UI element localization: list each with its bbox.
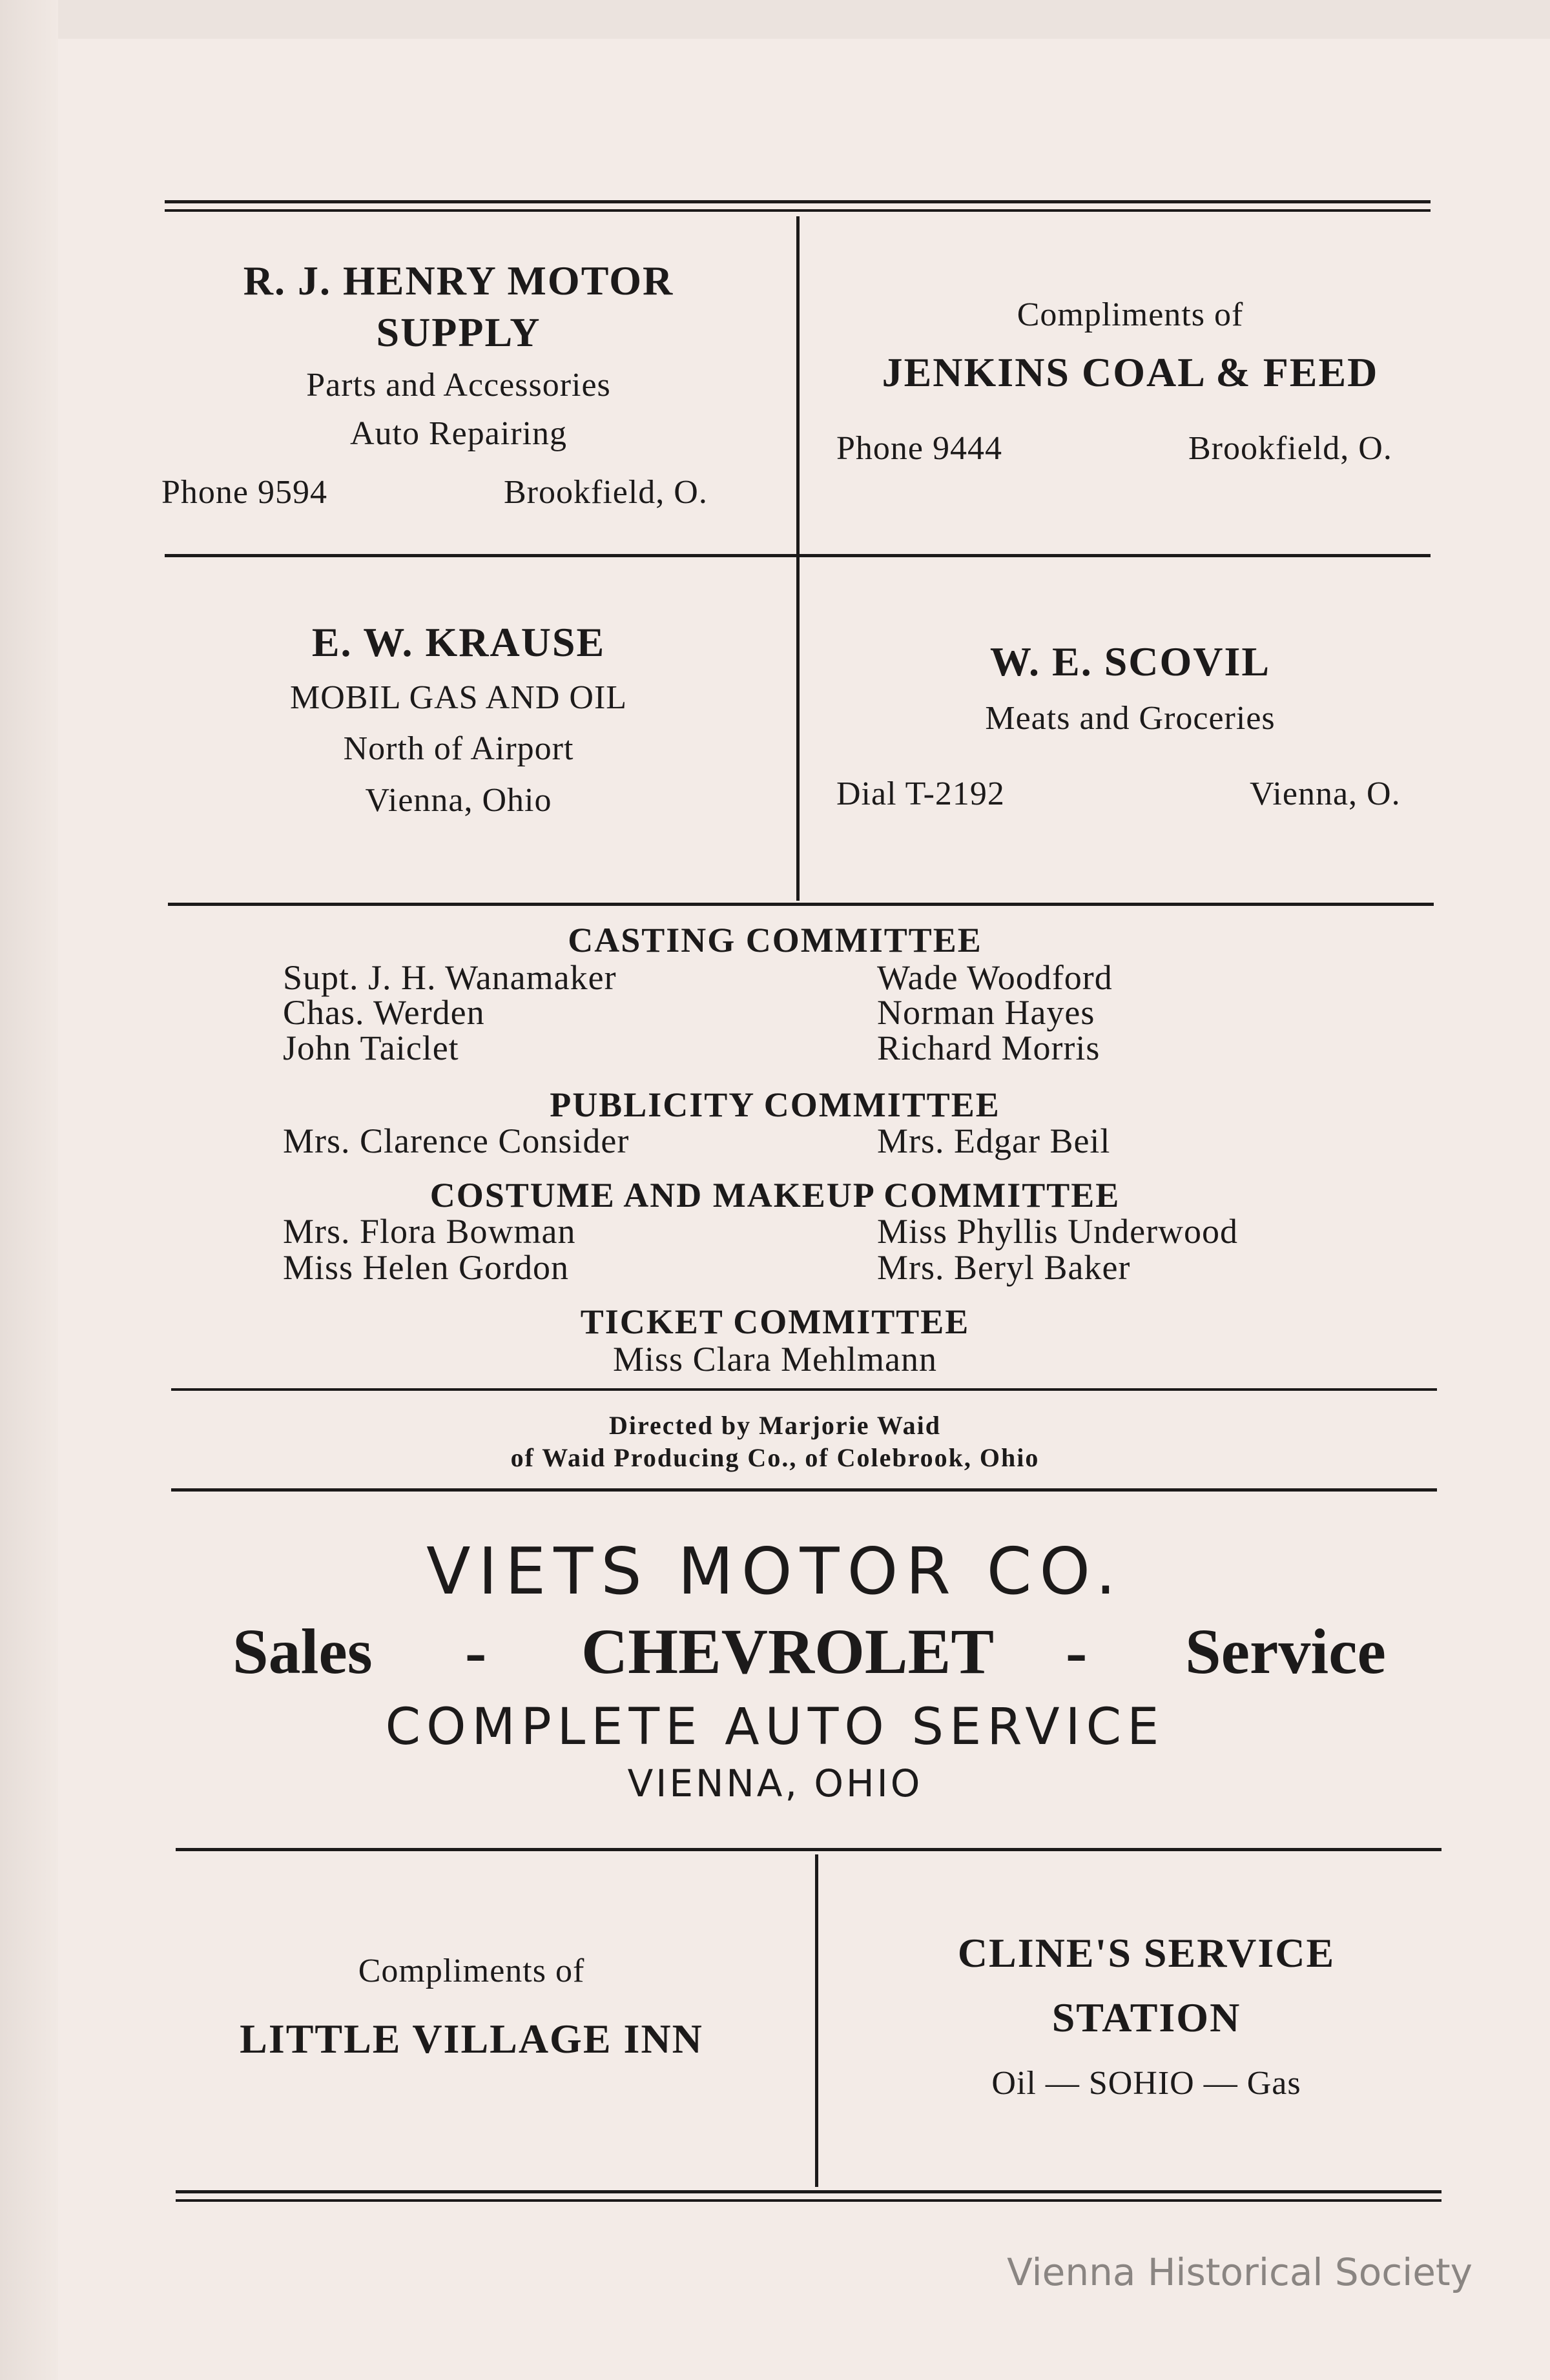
ad-krause-line-1: MOBIL GAS AND OIL xyxy=(289,679,628,716)
middle-rule-2 xyxy=(168,903,1434,906)
top-double-rule-b xyxy=(165,209,1431,212)
viets-dash-1: - xyxy=(465,1616,487,1687)
committee-bottom-rule xyxy=(171,1388,1437,1391)
ad-scovil-title: W. E. SCOVIL xyxy=(989,639,1271,684)
viets-tagline-wrap xyxy=(0,1698,1550,1756)
top-vertical-divider xyxy=(796,216,800,901)
costume-left-2: Miss Helen Gordon xyxy=(283,1248,569,1287)
ad-jenkins-city: Brookfield, O. xyxy=(1188,430,1392,467)
casting-committee-heading: CASTING COMMITTEE xyxy=(568,921,982,959)
ad-henry-phone: Phone 9594 xyxy=(161,474,327,511)
casting-left-2: Chas. Werden xyxy=(283,993,485,1032)
viets-brand: CHEVROLET xyxy=(581,1616,995,1687)
viets-service: Service xyxy=(1185,1616,1386,1687)
ad-clines-service xyxy=(846,1927,1447,2108)
ad-jenkins-title: JENKINS COAL & FEED xyxy=(882,349,1379,396)
ad-henry-city: Brookfield, O. xyxy=(504,474,708,511)
viets-dash-2: - xyxy=(1066,1616,1088,1687)
ad-henry-line-1: Parts and Accessories xyxy=(306,367,611,404)
ticket-name: Miss Clara Mehlmann xyxy=(613,1340,937,1379)
casting-right-1: Wade Woodford xyxy=(877,958,1113,997)
viets-top-rule xyxy=(171,1488,1437,1492)
ad-henry-title-1: R. J. HENRY MOTOR xyxy=(243,258,674,303)
bottom-double-rule-a xyxy=(176,2190,1442,2193)
ad-cline-line: Oil — SOHIO — Gas xyxy=(991,2065,1301,2102)
viets-bottom-rule xyxy=(176,1848,1442,1851)
director-credit xyxy=(0,1410,1550,1474)
ad-jenkins-pre: Compliments of xyxy=(1017,296,1244,333)
viets-city: VIENNA, OHIO xyxy=(627,1761,923,1805)
costume-committee-heading: COSTUME AND MAKEUP COMMITTEE xyxy=(429,1176,1121,1215)
ad-henry-title-2: SUPPLY xyxy=(376,309,541,355)
publicity-committee-heading: PUBLICITY COMMITTEE xyxy=(550,1085,1000,1124)
ad-jenkins-phone: Phone 9444 xyxy=(836,430,1002,467)
ad-cline-title-1: CLINE'S SERVICE xyxy=(957,1930,1336,1976)
ad-henry-line-2: Auto Repairing xyxy=(349,415,568,453)
ad-scovil-line-1: Meats and Groceries xyxy=(985,700,1276,737)
ad-krause-line-3: Vienna, Ohio xyxy=(365,781,552,819)
director-line-2: of Waid Producing Co., of Colebrook, Ohio xyxy=(510,1443,1040,1472)
ad-krause-line-2: North of Airport xyxy=(343,730,574,768)
ad-scovil-city: Vienna, O. xyxy=(1250,775,1401,812)
director-line-1: Directed by Marjorie Waid xyxy=(609,1411,941,1440)
casting-right-2: Norman Hayes xyxy=(877,993,1095,1032)
ad-scovil-phone: Dial T-2192 xyxy=(836,775,1005,812)
casting-right-3: Richard Morris xyxy=(877,1029,1100,1067)
viets-name xyxy=(0,1534,1550,1609)
top-double-rule-a xyxy=(165,200,1431,203)
viets-city-wrap xyxy=(0,1761,1550,1805)
ad-cline-title-2: STATION xyxy=(1051,1995,1241,2040)
ad-jenkins xyxy=(827,291,1434,398)
costume-right-1: Miss Phyllis Underwood xyxy=(877,1212,1239,1251)
middle-rule-1 xyxy=(165,554,1431,557)
bottom-double-rule-b xyxy=(176,2199,1442,2202)
watermark-vienna-historical-society: Vienna Historical Society xyxy=(1007,2250,1472,2294)
ad-krause-title: E. W. KRAUSE xyxy=(311,619,606,665)
page-top-edge xyxy=(0,0,1550,39)
publicity-right-1: Mrs. Edgar Beil xyxy=(877,1122,1111,1160)
ad-inn-pre: Compliments of xyxy=(358,1953,585,1989)
ad-krause xyxy=(161,617,756,825)
publicity-left-1: Mrs. Clarence Consider xyxy=(283,1122,630,1160)
viets-sales: Sales xyxy=(232,1616,373,1687)
costume-left-1: Mrs. Flora Bowman xyxy=(283,1212,576,1251)
costume-right-2: Mrs. Beryl Baker xyxy=(877,1248,1131,1287)
ad-henry-motor xyxy=(161,255,756,458)
viets-company-name: VIETS MOTOR CO. xyxy=(426,1534,1124,1609)
ad-little-village-inn xyxy=(174,1947,769,2065)
bottom-vertical-divider xyxy=(815,1854,818,2187)
ad-scovil xyxy=(827,636,1434,743)
ticket-committee-heading: TICKET COMMITTEE xyxy=(580,1302,970,1341)
casting-left-3: John Taiclet xyxy=(283,1029,459,1067)
casting-left-1: Supt. J. H. Wanamaker xyxy=(283,958,617,997)
viets-tagline: COMPLETE AUTO SERVICE xyxy=(385,1698,1165,1756)
ad-inn-title: LITTLE VILLAGE INN xyxy=(240,2016,703,2062)
